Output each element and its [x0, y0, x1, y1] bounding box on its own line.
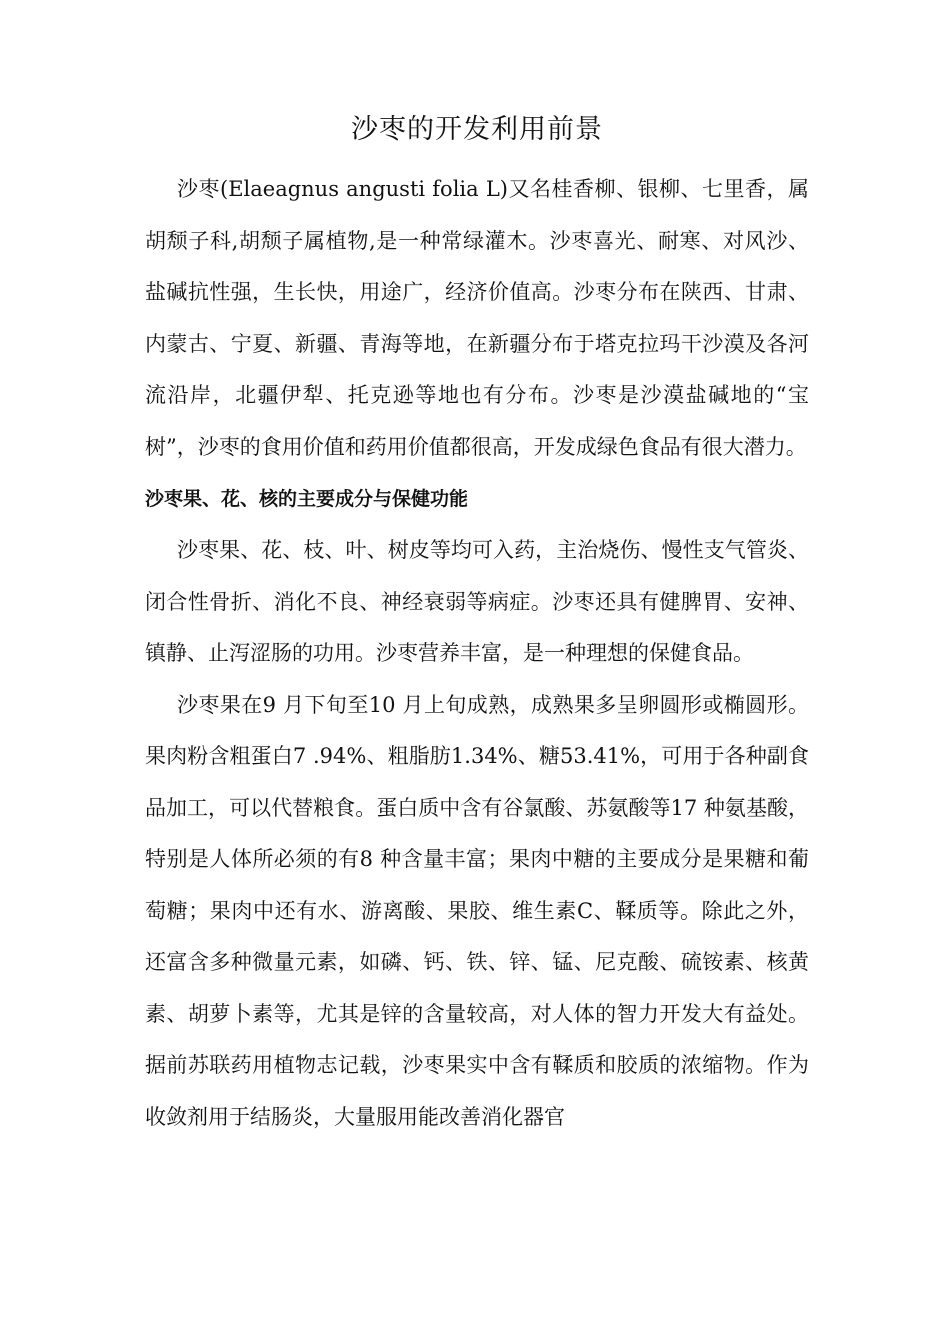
document-page — [145, 110, 809, 1143]
medicinal-paragraph: 沙枣果、花、枝、叶、树皮等均可入药，主治烧伤、慢性支气管炎、闭合性骨折、消化不良、神经衰弱等病症。沙枣还具有健脾胃、安神、镇静、止泻涩肠的功用。沙枣营养丰富，是一种理想的保健食品。 — [145, 538, 809, 665]
section-heading: 沙枣果、花、核的主要成分与保健功能 — [145, 488, 469, 510]
intro-paragraph: 沙枣(Elaeagnus angusti folia L)又名桂香柳、银柳、七里香，属胡颓子科,胡颓子属植物,是一种常绿灌木。沙枣喜光、耐寒、对风沙、盐碱抗性强，生长快，用途广，经济价值高。沙枣分布在陕西、甘肃、内蒙古、宁夏、新疆、青海等地，在新疆分布于塔克拉玛干沙漠及各河流沿岸，北疆伊犁、托克逊等地也有分布。沙枣是沙漠盐碱地的“宝树”，沙枣的食用价值和药用价值都很高，开发成绿色食品有很大潜力。 — [145, 177, 809, 459]
nutrition-paragraph: 沙枣果在9 月下旬至10 月上旬成熟，成熟果多呈卵圆形或椭圆形。果肉粉含粗蛋白7 .94%、粗脂肪1.34%、糖53.41%，可用于各种副食品加工，可以代替粮食。蛋白质中含有谷氯酸、苏氨酸等17 种氨基酸，特别是人体所必须的有8 种含量丰富；果肉中糖的主要成分是果糖和葡萄糖；果肉中还有水、游离酸、果胶、维生素C、鞣质等。除此之外，还富含多种微量元素，如磷、钙、铁、锌、锰、尼克酸、硫铵素、核黄素、胡萝卜素等，尤其是锌的含量较高，对人体的智力开发大有益处。 据前苏联药用植物志记载，沙枣果实中含有鞣质和胶质的浓缩物。作为收敛剂用于结肠炎，大量服用能改善消化器官 — [145, 692, 809, 1129]
page-title: 沙枣的开发利用前景 — [351, 114, 603, 145]
